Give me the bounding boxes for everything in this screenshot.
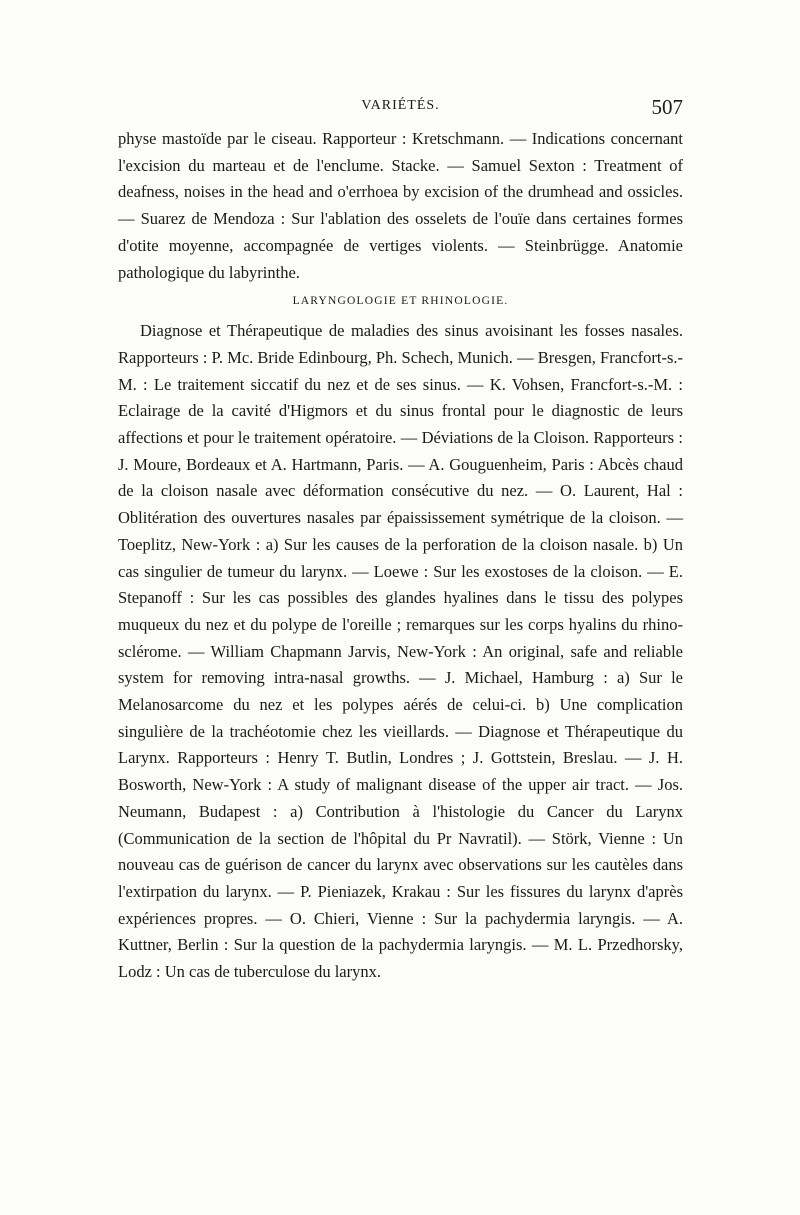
page-body	[118, 126, 683, 986]
page-header	[118, 95, 683, 126]
main-paragraph: Diagnose et Thérapeutique de maladies des sinus avoisinant les fosses nasales. Rapporteurs : P. Mc. Bride Edinbourg, Ph. Schech, Munich. — Bresgen, Francfort-s.-M. : Le traitement siccatif du nez et de ses sinus. — K. Vohsen, Francfort-s.-M. : Eclairage de la cavité d'Higmors et du sinus frontal pour le diagnostic de leurs affections et pour le traitement opératoire. — Déviations de la Cloison. Rapporteurs : J. Moure, Bordeaux et A. Hartmann, Paris. — A. Gouguenheim, Paris : Abcès chaud de la cloison nasale avec déformation consécutive du nez. — O. Laurent, Hal : Oblitération des ouvertures nasales par épaississement symétrique de la cloison. — Toeplitz, New-York : a) Sur les causes de la perforation de la cloison nasale. b) Un cas singulier de tumeur du larynx. — Loewe : Sur les exostoses de la cloison. — E. Stepanoff : Sur les cas possibles des glandes hyalines dans le tissu des polypes muqueux du nez et du polype de l'oreille ; remarques sur les corps hyalins du rhino-sclérome. — William Chapmann Jarvis, New-York : An original, safe and reliable system for removing intra-nasal growths. — J. Michael, Hamburg : a) Sur le Melanosarcome du nez et les polypes aérés de celui-ci. b) Une complication singulière de la trachéotomie chez les vieillards. — Diagnose et Thérapeutique du Larynx. Rapporteurs : Henry T. Butlin, Londres ; J. Gottstein, Breslau. — J. H. Bosworth, New-York : A study of malignant disease of the upper air tract. — Jos. Neumann, Budapest : a) Contribution à l'histologie du Cancer du Larynx (Communication de la section de l'hôpital du Pr Navratil). — Störk, Vienne : Un nouveau cas de guérison de cancer du larynx avec observations sur les cautèles dans l'extirpation du larynx. — P. Pieniazek, Krakau : Sur les fissures du larynx d'après expériences propres. — O. Chieri, Vienne : Sur la pachydermia laryngis. — A. Kuttner, Berlin : Sur la question de la pachydermia laryngis. — M. L. Przedhorsky, Lodz : Un cas de tuberculose du larynx.	[118, 321, 683, 982]
page-number: 507	[651, 95, 683, 119]
running-head: VARIÉTÉS.	[361, 98, 440, 113]
section-heading: LARYNGOLOGIE ET RHINOLOGIE.	[292, 295, 509, 308]
intro-paragraph: physe mastoïde par le ciseau. Rapporteur : Kretschmann. — Indications concernant l'excision du marteau et de l'enclume. Stacke. — Samuel Sexton : Treatment of deafness, noises in the head and o'errhoea by excision of the drumhead and ossicles. — Suarez de Mendoza : Sur l'ablation des osselets de l'ouïe dans certaines formes d'otite moyenne, accompagnée de vertiges violents. — Steinbrügge. Anatomie pathologique du labyrinthe.	[118, 129, 683, 282]
